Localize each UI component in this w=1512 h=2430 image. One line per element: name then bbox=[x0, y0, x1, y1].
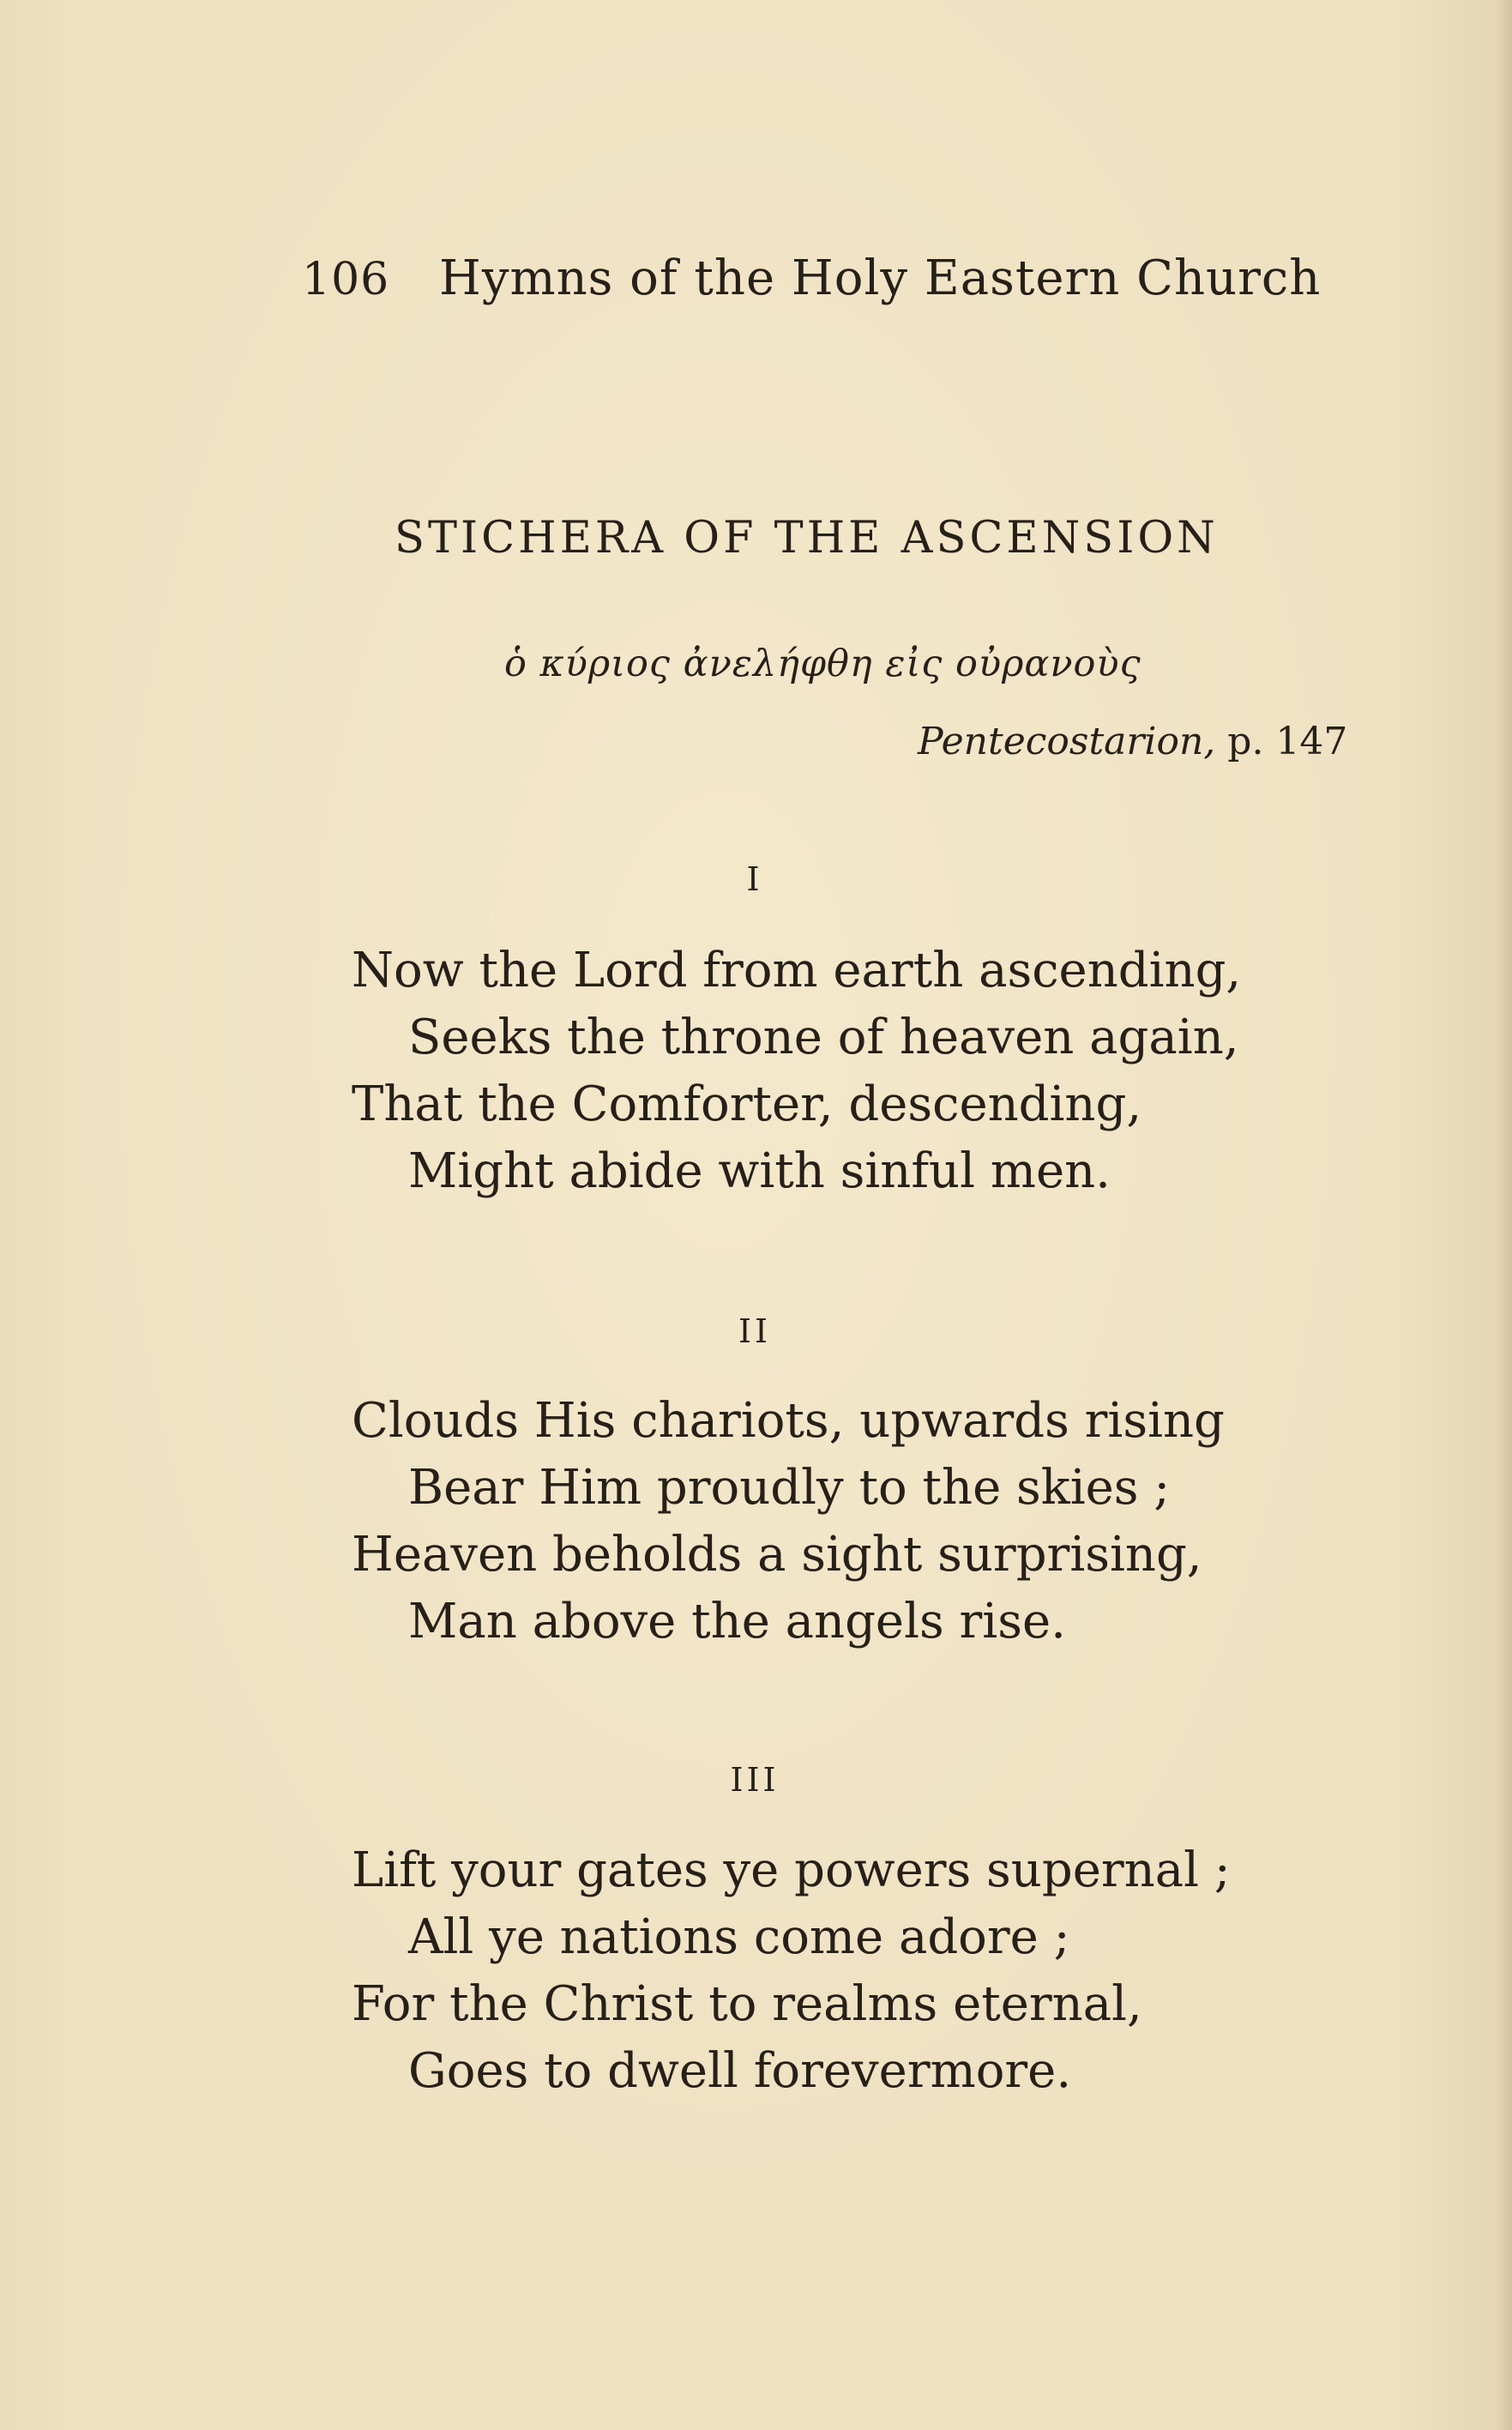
source-name: Pentecostarion, bbox=[918, 720, 1216, 763]
stanza-number-1: I bbox=[746, 860, 763, 898]
stanza-line: Bear Him proudly to the skies ; bbox=[408, 1460, 1171, 1516]
stanza-number-3: III bbox=[730, 1761, 780, 1799]
stanza-line: Man above the angels rise. bbox=[408, 1594, 1066, 1649]
stanza-number-2: II bbox=[738, 1312, 772, 1350]
stanza-line: All ye nations come adore ; bbox=[408, 1909, 1070, 1965]
stanza-line: Heaven beholds a sight surprising, bbox=[352, 1527, 1202, 1583]
stanza-line: Seeks the throne of heaven again, bbox=[408, 1010, 1239, 1065]
stanza-3 bbox=[352, 1837, 1295, 2105]
greek-incipit: ὁ κύριος ἀνελήφθη εἰς οὐρανοὺς bbox=[504, 642, 1142, 685]
stanza-line: Clouds His chariots, upwards rising bbox=[352, 1393, 1225, 1449]
page-edge-shadow bbox=[1497, 0, 1512, 2430]
source-page: p. 147 bbox=[1227, 720, 1348, 763]
stanza-1 bbox=[352, 938, 1295, 1205]
stanza-2 bbox=[352, 1388, 1295, 1655]
stanza-line: For the Christ to realms eternal, bbox=[352, 1976, 1142, 2032]
hymn-title: STICHERA OF THE ASCENSION bbox=[395, 513, 1219, 564]
stanza-line: Lift your gates ye powers supernal ; bbox=[352, 1842, 1231, 1898]
stanza-line: Might abide with sinful men. bbox=[408, 1143, 1111, 1199]
stanza-line: Goes to dwell forevermore. bbox=[408, 2043, 1072, 2099]
page-number: 106 bbox=[302, 254, 390, 305]
running-head-title: Hymns of the Holy Eastern Church bbox=[439, 250, 1322, 306]
running-head bbox=[302, 249, 1331, 310]
stanza-line: Now the Lord from earth ascending, bbox=[352, 943, 1242, 998]
source-citation bbox=[918, 716, 1348, 768]
stanza-line: That the Comforter, descending, bbox=[352, 1076, 1142, 1132]
